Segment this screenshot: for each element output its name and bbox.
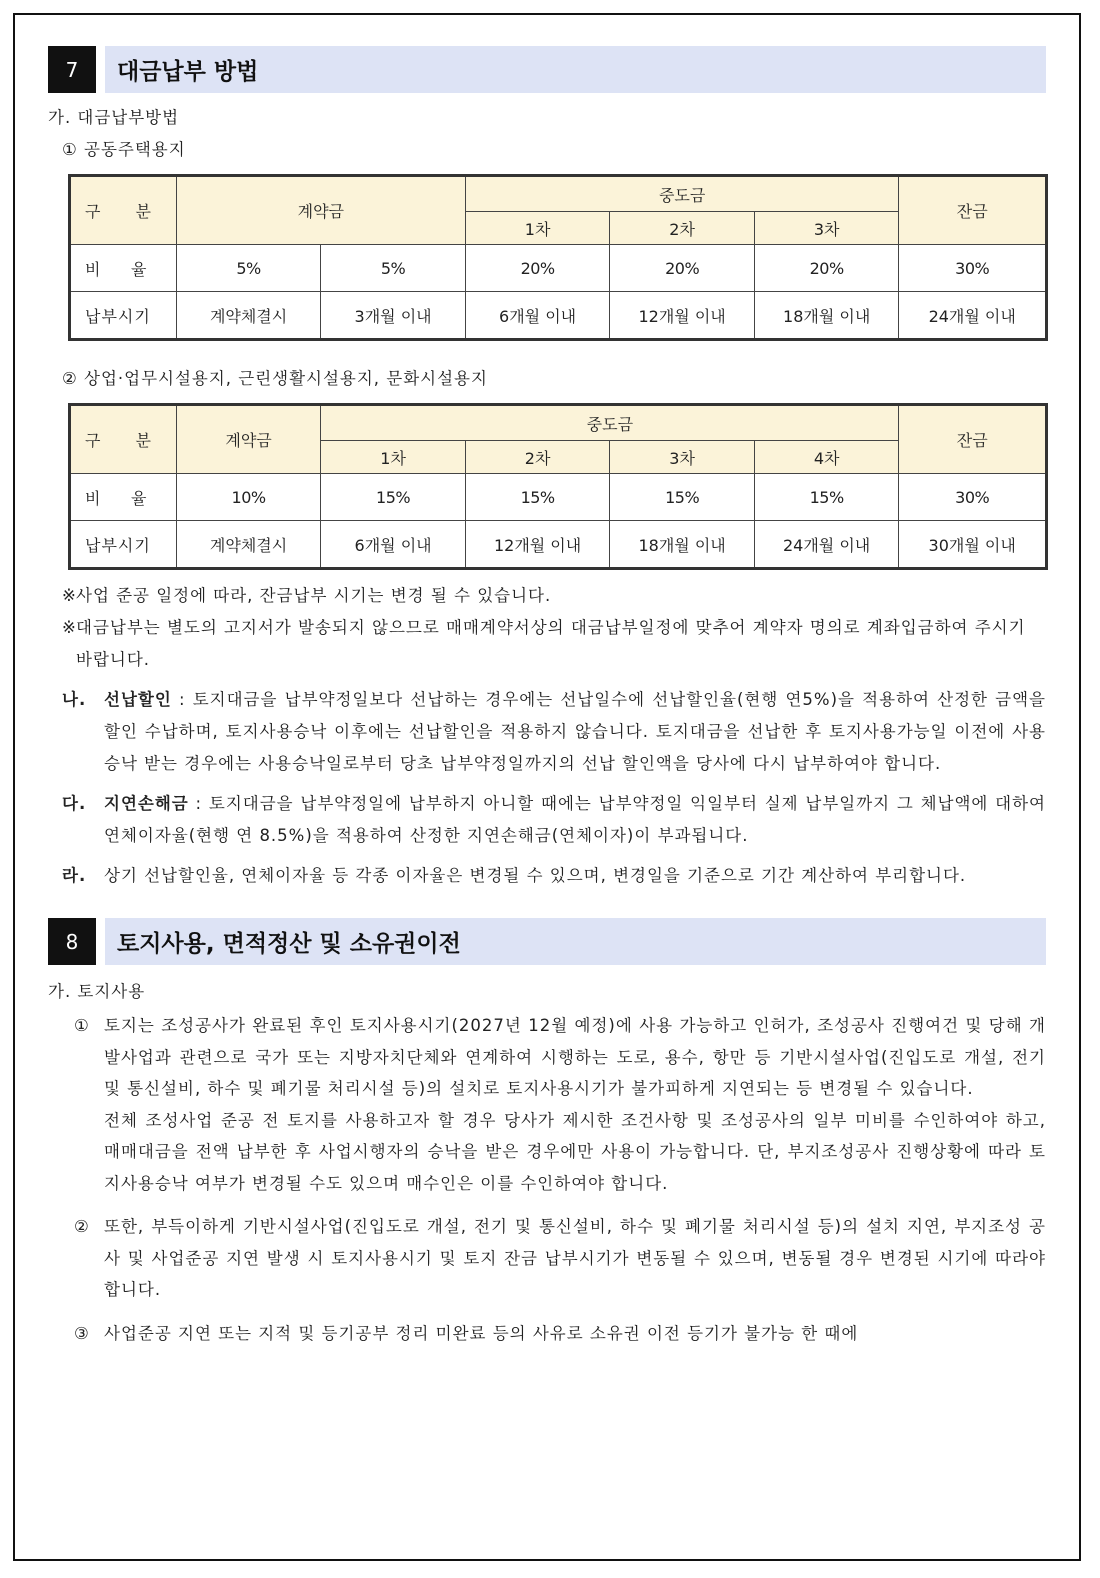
note-mark: ※ — [62, 586, 77, 605]
cell: 6개월 이내 — [465, 292, 610, 340]
note-mark: ※ — [62, 618, 77, 637]
cell: 12개월 이내 — [610, 292, 755, 340]
cell: 20% — [465, 245, 610, 292]
header-balance: 잔금 — [899, 176, 1047, 245]
item-text: 전체 조성사업 준공 전 토지를 사용하고자 할 경우 당사가 제시한 조건사항 및 조성공사의 일부 미비를 수인하여야 하고, 매매대금을 전액 납부한 후 사업시행자의 승낙을 받은 경우에만 사용이 가능합니다. 단, 부지조성공사 진행상황에 따라 토지사용승낙 여부가 변경될 수도 있으며 매수인은 이를 수인하여야 합니다. — [104, 1110, 1046, 1193]
para-text: 상기 선납할인율, 연체이자율 등 각종 이자율은 변경될 수 있으며, 변경일을 기준으로 기간 계산하여 부리합니다. — [104, 866, 967, 885]
cell: 30% — [899, 474, 1047, 521]
cell: 18개월 이내 — [754, 292, 899, 340]
cell: 15% — [610, 474, 755, 521]
paragraph-interest — [48, 860, 1046, 892]
cell: 18개월 이내 — [610, 521, 755, 569]
document-body — [48, 46, 1046, 1349]
row-label: 납부시기 — [70, 521, 177, 569]
item-heading: ① 공동주택용지 — [62, 140, 186, 159]
cell: 5% — [176, 245, 321, 292]
cell: 계약체결시 — [176, 521, 321, 569]
header-category: 구 분 — [70, 405, 177, 474]
cell: 계약체결시 — [176, 292, 321, 340]
header-middle-1: 1차 — [465, 212, 610, 245]
item-heading: ② 상업·업무시설용지, 근린생활시설용지, 문화시설용지 — [62, 369, 488, 388]
land-use-item-1 — [48, 1010, 1046, 1199]
cell: 20% — [610, 245, 755, 292]
section-title: 대금납부 방법 — [105, 46, 1046, 93]
table-row — [70, 292, 1047, 340]
cell: 6개월 이내 — [321, 521, 466, 569]
paragraph-prepayment — [48, 684, 1046, 780]
header-middle: 중도금 — [465, 176, 899, 212]
cell: 15% — [321, 474, 466, 521]
subsection-heading: 가. 토지사용 — [48, 982, 146, 1001]
header-middle: 중도금 — [321, 405, 899, 441]
land-use-item-3 — [48, 1318, 1046, 1350]
note — [48, 612, 1046, 676]
cell: 24개월 이내 — [899, 292, 1047, 340]
header-middle-2: 2차 — [610, 212, 755, 245]
cell: 12개월 이내 — [465, 521, 610, 569]
cell: 5% — [321, 245, 466, 292]
land-use-item-2 — [48, 1211, 1046, 1306]
header-contract: 계약금 — [176, 405, 321, 474]
row-label: 비 율 — [70, 245, 177, 292]
payment-table-commercial — [68, 403, 1048, 570]
cell: 3개월 이내 — [321, 292, 466, 340]
section-number: 7 — [48, 46, 96, 93]
section-8-header — [48, 918, 1046, 965]
cell: 24개월 이내 — [754, 521, 899, 569]
cell: 15% — [754, 474, 899, 521]
para-mark: 다. — [62, 794, 87, 813]
para-mark: 나. — [62, 690, 87, 709]
header-middle-3: 3차 — [610, 441, 755, 474]
item-mark: ③ — [74, 1323, 90, 1343]
para-mark: 라. — [62, 866, 87, 885]
section-7-header — [48, 46, 1046, 93]
header-middle-2: 2차 — [465, 441, 610, 474]
cell: 10% — [176, 474, 321, 521]
item-text: 사업준공 지연 또는 지적 및 등기공부 정리 미완료 등의 사유로 소유권 이전 등기가 불가능 한 때에 — [104, 1323, 859, 1343]
row-label: 납부시기 — [70, 292, 177, 340]
note — [48, 580, 1046, 612]
table-row — [70, 245, 1047, 292]
para-title: 선납할인 — [104, 690, 172, 709]
cell: 15% — [465, 474, 610, 521]
header-contract: 계약금 — [176, 176, 465, 245]
section-number: 8 — [48, 918, 96, 965]
subsection-heading: 가. 대금납부방법 — [48, 108, 180, 127]
para-text: : 토지대금을 납부약정일에 납부하지 아니할 때에는 납부약정일 익일부터 실제 납부일까지 그 체납액에 대하여 연체이자율(현행 연 8.5%)을 적용하여 산정한 지연손해금(연체이자)이 부과됩니다. — [104, 794, 1046, 845]
para-title: 지연손해금 — [104, 794, 189, 813]
section-title: 토지사용, 면적정산 및 소유권이전 — [105, 918, 1046, 965]
item-text: 토지는 조성공사가 완료된 후인 토지사용시기(2027년 12월 예정)에 사용 가능하고 인허가, 조성공사 진행여건 및 당해 개발사업과 관련으로 국가 또는 지방자치단체와 연계하여 시행하는 도로, 용수, 항만 등 기반시설사업(진입도로 개설, 전기 및 통신설비, 하수 및 폐기물 처리시설 등)의 설치로 토지사용시기가 불가피하게 지연되는 등 변경될 수 있습니다. — [104, 1016, 1046, 1098]
item-text: 또한, 부득이하게 기반시설사업(진입도로 개설, 전기 및 통신설비, 하수 및 폐기물 처리시설 등)의 설치 지연, 부지조성 공사 및 사업준공 지연 발생 시 토지사용시기 및 토지 잔금 납부시기가 변동될 수 있으며, 변동될 경우 변경된 시기에 따라야 합니다. — [104, 1217, 1046, 1299]
table-row — [70, 474, 1047, 521]
item-mark: ① — [74, 1016, 90, 1035]
note-text: 대금납부는 별도의 고지서가 발송되지 않으므로 매매계약서상의 대금납부일정에 맞추어 계약자 명의로 계좌입금하여 주시기 바랍니다. — [76, 618, 1026, 669]
payment-table-housing — [68, 174, 1048, 341]
row-label: 비 율 — [70, 474, 177, 521]
para-text: : 토지대금을 납부약정일보다 선납하는 경우에는 선납일수에 선납할인율(현행 연5%)을 적용하여 산정한 금액을 할인 수납하며, 토지사용승낙 이후에는 선납할인을 적용하지 않습니다. 토지대금을 선납한 후 토지사용가능일 이전에 사용승낙 받는 경우에는 사용승낙일로부터 당초 납부약정일까지의 선납 할인액을 당사에 다시 납부하여야 합니다. — [104, 690, 1046, 773]
item-mark: ② — [74, 1217, 90, 1236]
table-row — [70, 521, 1047, 569]
header-middle-1: 1차 — [321, 441, 466, 474]
header-middle-3: 3차 — [754, 212, 899, 245]
cell: 20% — [754, 245, 899, 292]
header-balance: 잔금 — [899, 405, 1047, 474]
cell: 30개월 이내 — [899, 521, 1047, 569]
note-text: 사업 준공 일정에 따라, 잔금납부 시기는 변경 될 수 있습니다. — [76, 586, 552, 605]
header-middle-4: 4차 — [754, 441, 899, 474]
cell: 30% — [899, 245, 1047, 292]
paragraph-late-fee — [48, 788, 1046, 852]
header-category: 구 분 — [70, 176, 177, 245]
